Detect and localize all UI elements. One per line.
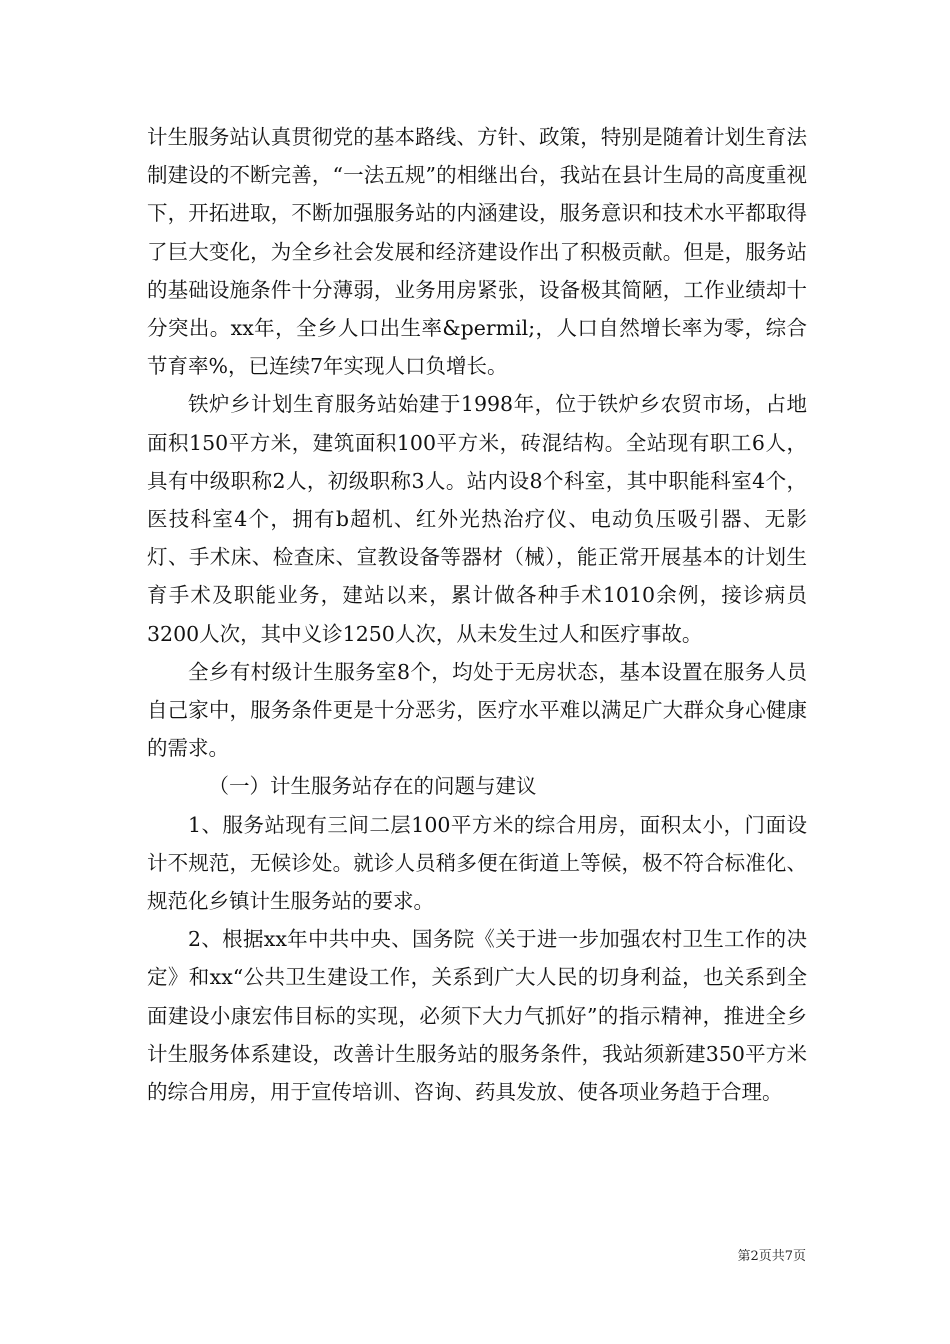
paragraph-item-1: 1、服务站现有三间二层100平方米的综合用房，面积太小，门面设计不规范，无候诊处。就诊人员稍多便在街道上等候，极不符合标准化、规范化乡镇计生服务站的要求。 [147,812,807,914]
document-body [147,118,807,1111]
paragraph-item-2: 2、根据xx年中共中央、国务院《关于进一步加强农村卫生工作的决定》和xx“公共卫生建设工作，关系到广大人民的切身利益，也关系到全面建设小康宏伟目标的实现，必须下大力气抓好”的指示精神，推进全乡计生服务体系建设，改善计生服务站的服务条件，我站须新建350平方米的综合用房，用于宣传培训、咨询、药具发放、使各项业务趋于合理。 [147,927,807,1105]
page-number-footer: 第2页共7页 [737,1249,806,1264]
paragraph-service-station-overview: 计生服务站认真贯彻党的基本路线、方针、政策，特别是随着计划生育法制建设的不断完善，“一法五规”的相继出台，我站在县计生局的高度重视下，开拓进取，不断加强服务站的内涵建设，服务意识和技术水平都取得了巨大变化，为全乡社会发展和经济建设作出了积极贡献。但是，服务站的基础设施条件十分薄弱，业务用房紧张，设备极其简陋，工作业绩却十分突出。xx年，全乡人口出生率&permil;，人口自然增长率为零，综合节育率%，已连续7年实现人口负增长。 [147,125,807,379]
paragraph-village-service-rooms: 全乡有村级计生服务室8个，均处于无房状态，基本设置在服务人员自己家中，服务条件更是十分恶劣，医疗水平难以满足广大群众身心健康的需求。 [147,659,807,761]
paragraph-station-facilities: 铁炉乡计划生育服务站始建于1998年，位于铁炉乡农贸市场，占地面积150平方米，建筑面积100平方米，砖混结构。全站现有职工6人，具有中级职称2人，初级职称3人。站内设8个科室，其中职能科室4个，医技科室4个，拥有b超机、红外光热治疗仪、电动负压吸引器、无影灯、手术床、检查床、宣教设备等器材（械），能正常开展基本的计划生育手术及职能业务，建站以来，累计做各种手术1010余例，接诊病员3200人次，其中义诊1250人次，从未发生过人和医疗事故。 [147,392,807,646]
section-heading-problems-suggestions: （一）计生服务站存在的问题与建议 [208,774,537,799]
